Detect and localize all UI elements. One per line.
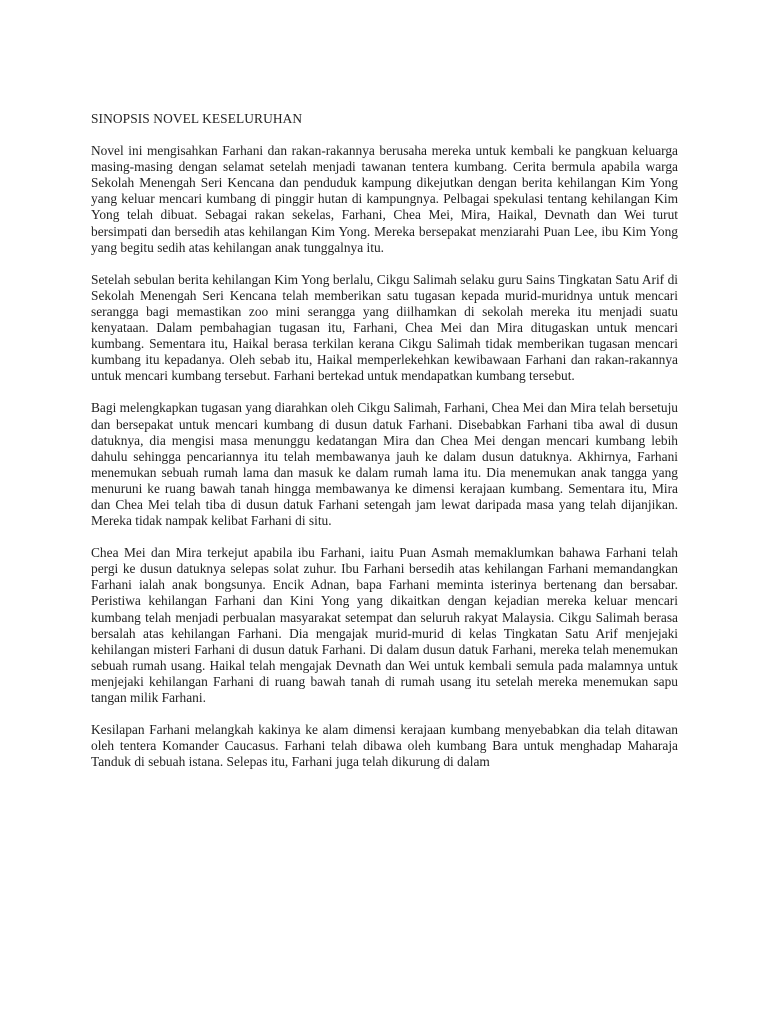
paragraph-5: Kesilapan Farhani melangkah kakinya ke alam dimensi kerajaan kumbang menyebabkan dia telah ditawan oleh tentera Komander Caucasus. Farhani telah dibawa oleh kumbang Bara untuk menghadap Maharaja Tanduk di sebuah istana. Selepas itu, Farhani juga telah dikurung di dalam <box>91 722 678 770</box>
paragraph-2: Setelah sebulan berita kehilangan Kim Yong berlalu, Cikgu Salimah selaku guru Sains Tingkatan Satu Arif di Sekolah Menengah Seri Kencana telah memberikan satu tugasan kepada murid-muridnya untuk mencari serangga bagi memastikan zoo mini serangga yang diilhamkan di sekolah mereka itu menjadi suatu kenyataan. Dalam pembahagian tugasan itu, Farhani, Chea Mei dan Mira ditugaskan untuk mencari kumbang. Sementara itu, Haikal berasa terkilan kerana Cikgu Salimah tidak memberikan tugasan mencari kumbang itu kepadanya. Oleh sebab itu, Haikal memperlekehkan kewibawaan Farhani dan rakan-rakannya untuk mencari kumbang tersebut. Farhani bertekad untuk mendapatkan kumbang tersebut. <box>91 271 678 384</box>
document-title: SINOPSIS NOVEL KESELURUHAN <box>91 111 303 126</box>
paragraph-4: Chea Mei dan Mira terkejut apabila ibu Farhani, iaitu Puan Asmah memaklumkan bahawa Farhani telah pergi ke dusun datuknya selepas solat zuhur. Ibu Farhani bersedih atas kehilangan Farhani memandangkan Farhani ialah anak bongsunya. Encik Adnan, bapa Farhani meminta isterinya bertenang dan bersabar. Peristiwa kehilangan Farhani dan Kini Yong yang dikaitkan dengan kejadian mereka keluar mencari kumbang telah menjadi perbualan masyarakat setempat dan seluruh rakyat Malaysia. Cikgu Salimah berasa bersalah atas kehilangan Farhani. Dia mengajak murid-murid di kelas Tingkatan Satu Arif menjejaki kehilangan misteri Farhani di dusun datuk Farhani. Di dalam dusun datuk Farhani, mereka telah menemukan sebuah rumah usang. Haikal telah mengajak Devnath dan Wei untuk kembali semula pada malamnya untuk menjejaki kehilangan Farhani di ruang bawah tanah di rumah usang itu setelah mereka menemukan sapu tangan milik Farhani. <box>91 545 678 705</box>
paragraph-1: Novel ini mengisahkan Farhani dan rakan-rakannya berusaha mereka untuk kembali ke pangkuan keluarga masing-masing dengan selamat setelah menjadi tawanan tentera kumbang. Cerita bermula apabila warga Sekolah Menengah Seri Kencana dan penduduk kampung dikejutkan dengan berita kehilangan Kim Yong yang keluar mencari kumbang di pinggir hutan di kampungnya. Pelbagai spekulasi tentang kehilangan Kim Yong telah dibuat. Sebagai rakan sekelas, Farhani, Chea Mei, Mira, Haikal, Devnath dan Wei turut bersimpati dan bersedih atas kehilangan Kim Yong. Mereka bersepakat menziarahi Puan Lee, ibu Kim Yong yang begitu sedih atas kehilangan anak tunggalnya itu. <box>91 143 678 255</box>
paragraph-3: Bagi melengkapkan tugasan yang diarahkan oleh Cikgu Salimah, Farhani, Chea Mei dan Mira telah bersetuju dan bersepakat untuk mencari kumbang di dusun datuk Farhani. Disebabkan Farhani tiba awal di dusun datuknya, dia mengisi masa menunggu kedatangan Mira dan Chea Mei dengan mencari kumbang lebih dahulu sehingga pencariannya itu telah membawanya jauh ke dalam dusun datuknya. Akhirnya, Farhani menemukan sebuah rumah lama dan masuk ke dalam rumah lama itu. Dia menemukan anak tangga yang menuruni ke ruang bawah tanah hingga membawanya ke dimensi kerajaan kumbang. Sementara itu, Mira dan Chea Mei telah tiba di dusun datuk Farhani setengah jam lewat daripada masa yang telah dijanjikan. Mereka tidak nampak kelibat Farhani di situ. <box>91 400 678 529</box>
document-body <box>91 111 678 786</box>
